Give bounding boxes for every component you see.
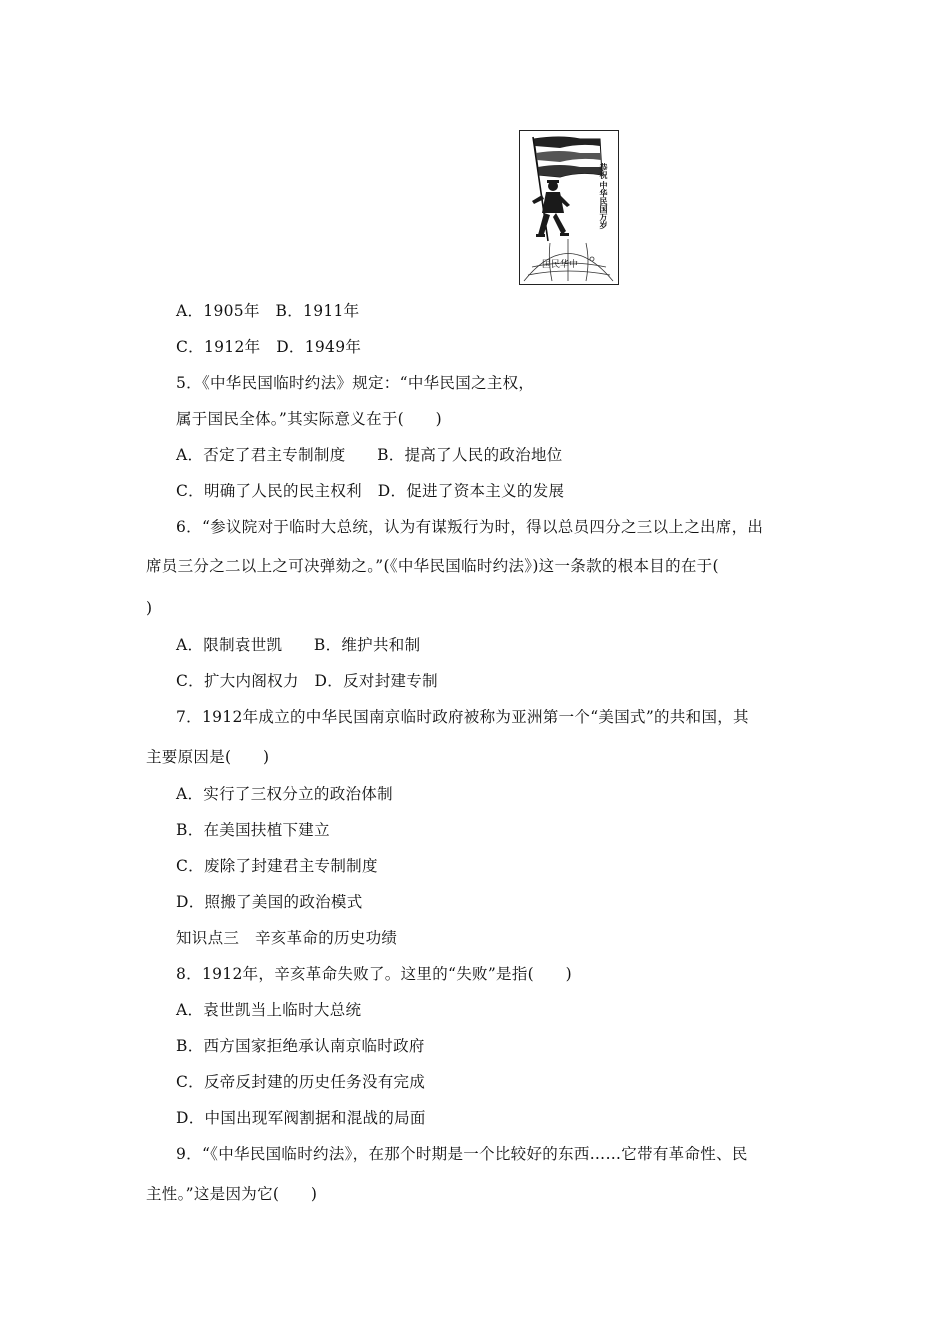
options-q5-line1: A．否定了君主专制制度 B．提高了人民的政治地位	[176, 446, 563, 464]
question-5-stem-line2: 属于国民全体。”其实际意义在于( )	[176, 410, 442, 428]
question-8-stem: 8．1912年，辛亥革命失败了。这里的“失败”是指( )	[176, 965, 572, 983]
question-7-stem-line2: 主要原因是( )	[146, 748, 270, 766]
question-9-stem-line1: 9．“《中华民国临时约法》，在那个时期是一个比较好的东西……它带有革命性、民	[176, 1145, 748, 1163]
question-9-stem-line2: 主性。”这是因为它( )	[146, 1185, 318, 1203]
option-q8-c: C．反帝反封建的历史任务没有完成	[176, 1073, 426, 1091]
section-heading: 知识点三 辛亥革命的历史功绩	[176, 929, 398, 947]
option-q7-c: C．废除了封建君主专制制度	[176, 857, 378, 875]
figure-caption-top: 恭祝	[599, 163, 609, 179]
option-q7-a: A．实行了三权分立的政治体制	[176, 785, 393, 803]
options-q5-line2: C．明确了人民的民主权利 D．促进了资本主义的发展	[176, 482, 565, 500]
option-q8-d: D．中国出现军阀割据和混战的局面	[176, 1109, 426, 1127]
options-q4-line2: C．1912年 D．1949年	[176, 338, 362, 356]
option-q8-a: A．袁世凯当上临时大总统	[176, 1001, 362, 1019]
figure-base-text: 国民华中	[542, 260, 579, 270]
question-6-stem-line3: )	[146, 599, 153, 617]
question-6-stem-line2: 席员三分之二以上之可决弹劾之。”(《中华民国临时约法》)这一条款的根本目的在于(	[146, 557, 719, 575]
historical-illustration	[519, 130, 619, 285]
option-q8-b: B．西方国家拒绝承认南京临时政府	[176, 1037, 425, 1055]
question-5-stem-line1: 5．《中华民国临时约法》规定：“中华民国之主权，	[176, 374, 535, 392]
soldier-figure	[532, 180, 570, 237]
options-q6-line2: C．扩大内阁权力 D．反对封建专制	[176, 672, 438, 690]
question-6-stem-line1: 6．“参议院对于临时大总统，认为有谋叛行为时，得以总员四分之三以上之出席，出	[176, 518, 764, 536]
option-q7-b: B．在美国扶植下建立	[176, 821, 330, 839]
options-q6-line1: A．限制袁世凯 B．维护共和制	[176, 636, 421, 654]
five-color-flag	[534, 137, 602, 177]
figure-caption-main: 中华民国万岁	[599, 181, 609, 229]
option-q7-d: D．照搬了美国的政治模式	[176, 893, 363, 911]
options-q4-line1: A．1905年 B．1911年	[176, 302, 360, 320]
question-7-stem-line1: 7．1912年成立的中华民国南京临时政府被称为亚洲第一个“美国式”的共和国，其	[176, 708, 749, 726]
